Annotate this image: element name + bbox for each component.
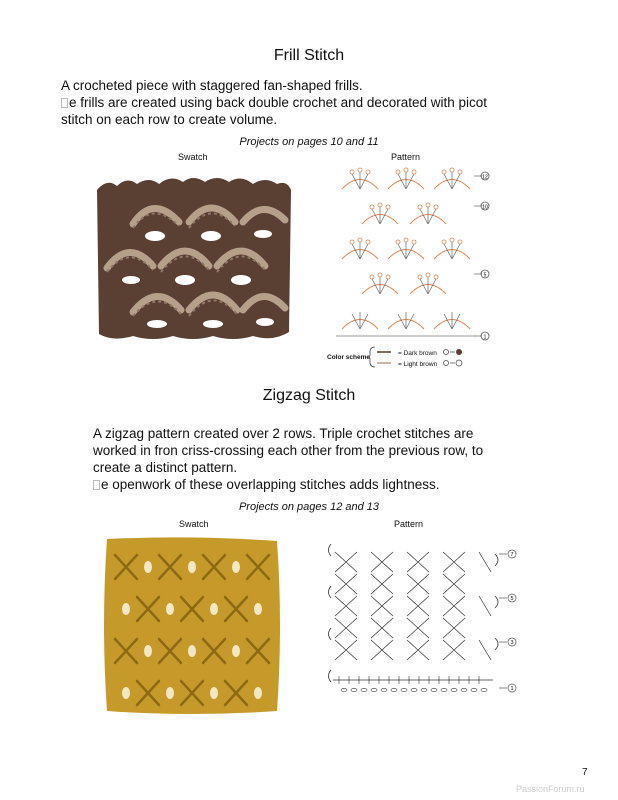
color-scheme-label: Color scheme [327, 354, 370, 361]
missing-glyph-icon [93, 480, 100, 490]
section2-swatch-caption: Swatch [179, 519, 209, 529]
frill-row-number-10: 10 [482, 204, 488, 211]
frill-stitch-pattern-chart [332, 164, 492, 344]
frill-row-number-5: 5 [483, 272, 487, 279]
watermark: PassionForum.ru [516, 784, 585, 794]
section1-projects-reference: Projects on pages 10 and 11 [239, 136, 379, 148]
section2-line-1: A zigzag pattern created over 2 rows. Triple crochet stitches are [93, 426, 474, 441]
color-scheme-brace-icon [367, 346, 397, 368]
section1-line-1: A crocheted piece with staggered fan-shaped frills. [61, 78, 363, 93]
zigzag-stitch-pattern-chart [325, 540, 523, 700]
section2-pattern-caption: Pattern [394, 519, 424, 529]
legend-row-markers-icon [441, 347, 467, 369]
legend-dark-brown: = Dark brown [398, 350, 437, 357]
section1-line-2 [61, 94, 581, 111]
legend-light-brown: = Light brown [398, 361, 438, 368]
section1-line-3: stitch on each row to create volume. [61, 112, 278, 127]
zigzag-row-number-1: 1 [510, 686, 514, 692]
section1-description [61, 77, 581, 128]
frill-row-number-12: 12 [482, 174, 488, 181]
section2-line-4 [93, 476, 563, 493]
zigzag-row-number-7: 7 [510, 552, 514, 558]
section2-description [93, 425, 563, 493]
page-number: 7 [582, 767, 588, 778]
section2-line-4-text: e openwork of these overlapping stitches adds lightness. [101, 477, 440, 492]
zigzag-row-number-3: 3 [510, 640, 514, 646]
missing-glyph-icon [61, 98, 68, 108]
section1-swatch-caption: Swatch [178, 152, 208, 162]
section2-title: Zigzag Stitch [262, 387, 356, 404]
frill-row-number-1: 1 [483, 334, 487, 341]
section1-line-2-text: e frills are created using back double crochet and decorated with picot [69, 95, 487, 110]
zigzag-row-number-5: 5 [510, 596, 514, 602]
section1-pattern-caption: Pattern [391, 152, 421, 162]
section2-line-3: create a distinct pattern. [93, 460, 238, 475]
zigzag-stitch-swatch-photo [101, 535, 283, 717]
frill-stitch-swatch-photo [93, 172, 293, 344]
section1-title: Frill Stitch [273, 47, 345, 64]
section2-projects-reference: Projects on pages 12 and 13 [238, 501, 380, 513]
section2-line-2: worked in fron criss-crossing each other from the previous row, to [93, 443, 484, 458]
